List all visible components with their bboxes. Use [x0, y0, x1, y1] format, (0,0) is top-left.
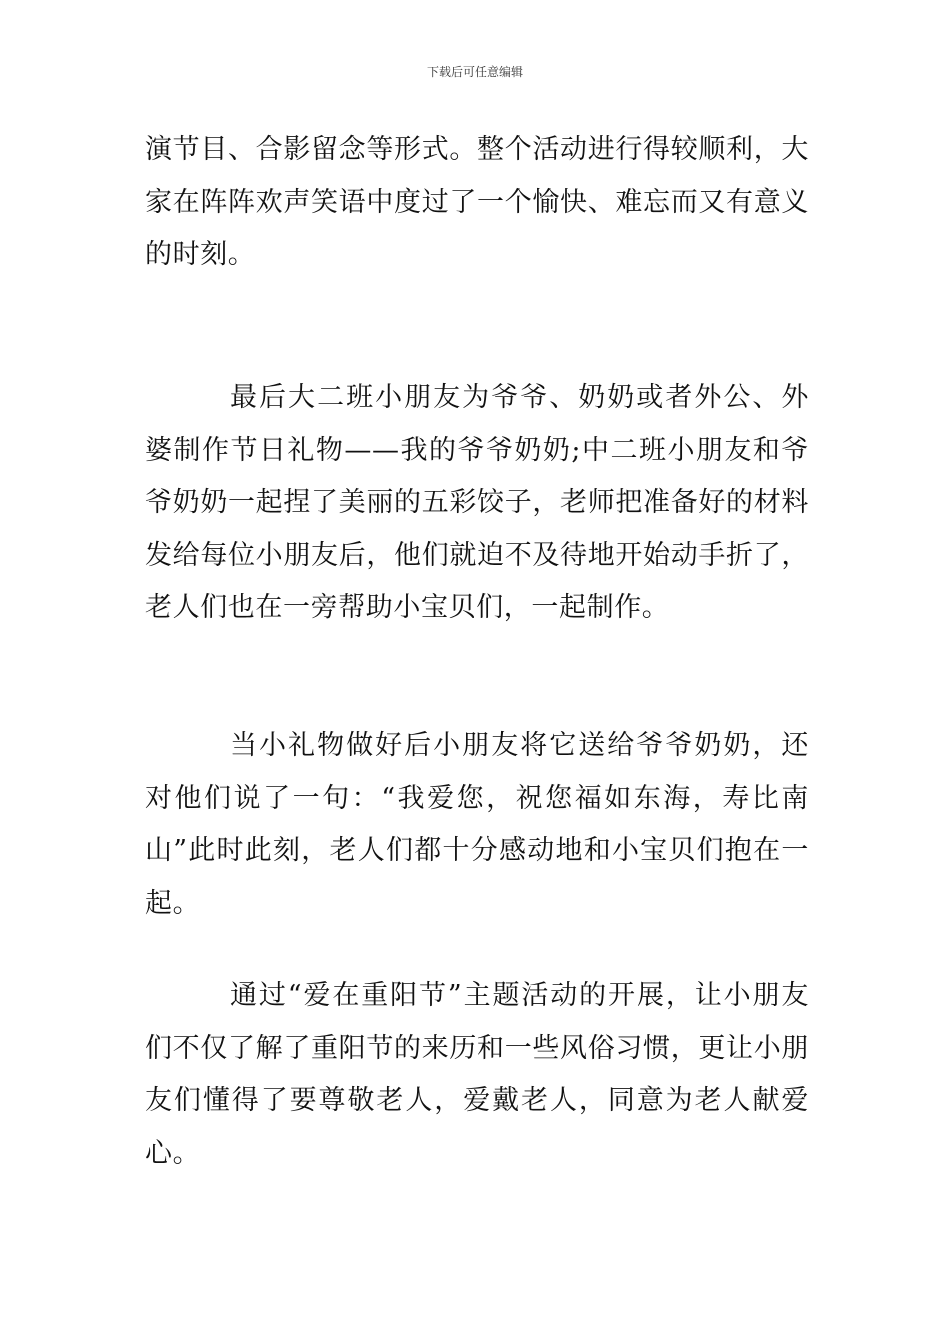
- page-header: 下载后可任意编辑: [426, 65, 523, 79]
- paragraph-continuation: 演节目、合影留念等形式。整个活动进行得较顺利，大家在阵阵欢声笑语中度过了一个愉快、难忘而又有意义的时刻。: [145, 134, 809, 270]
- paragraph-gift-giving: 当小礼物做好后小朋友将它送给爷爷奶奶，还对他们说了一句：“我爱您，祝您福如东海，寿比南山”此时此刻，老人们都十分感动地和小宝贝们抱在一起。: [145, 730, 809, 919]
- paragraph-conclusion: 通过“爱在重阳节”主题活动的开展，让小朋友们不仅了解了重阳节的来历和一些风俗习惯，更让小朋友们懂得了要尊敬老人，爱戴老人，同意为老人献爱心。: [145, 980, 809, 1169]
- paragraph-gift-making: 最后大二班小朋友为爷爷、奶奶或者外公、外婆制作节日礼物——我的爷爷奶奶;中二班小朋友和爷爷奶奶一起捏了美丽的五彩饺子，老师把准备好的材料发给每位小朋友后，他们就迫不及待地开始动手折了，老人们也在一旁帮助小宝贝们，一起制作。: [145, 382, 809, 623]
